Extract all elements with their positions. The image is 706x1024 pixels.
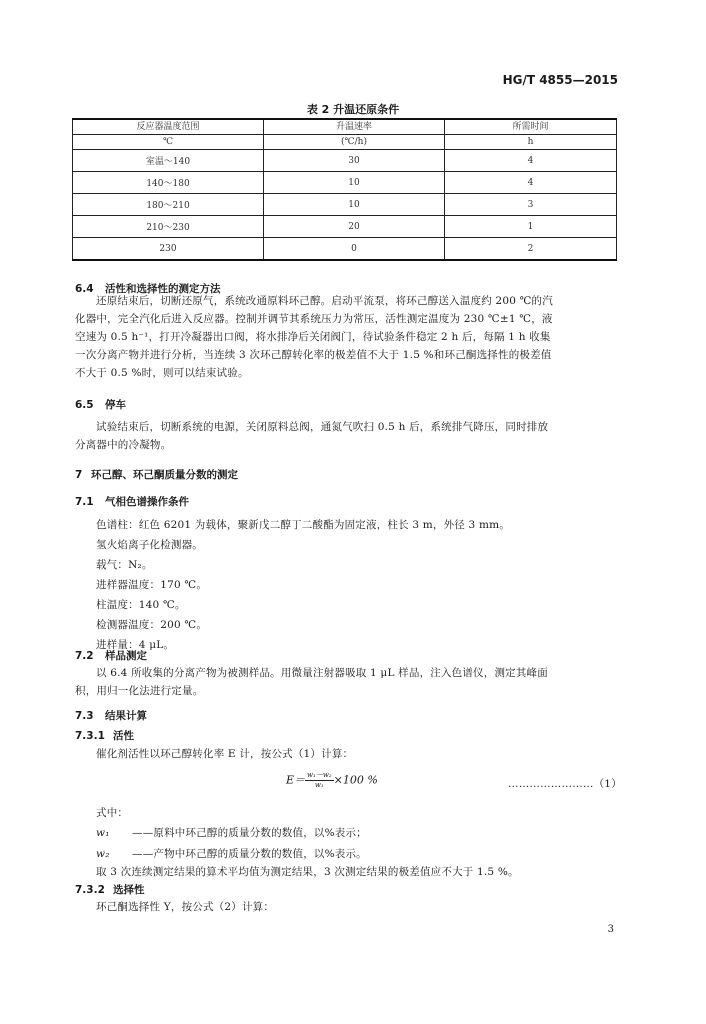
section-7-1-items: [96, 515, 636, 655]
formula-dots: ……………………: [508, 778, 594, 790]
formula-numerator: w₁－w₂: [307, 771, 332, 779]
table-cell: 1: [445, 216, 617, 238]
formula-1: [286, 771, 378, 790]
section-heading-7-3: [75, 708, 147, 723]
table-cell: 4: [445, 150, 617, 172]
paragraph-line: 一次分离产物并进行分析，当连续 3 次环己醇转化率的极差值不大于 1.5 %和环己酮选择性的极差值: [75, 349, 552, 361]
list-item: 检测器温度：200 ℃。: [96, 619, 208, 631]
section-number: 6.4: [75, 283, 94, 295]
section-title: 活性和选择性的测定方法: [105, 283, 221, 295]
list-item: 色谱柱：红色 6201 为载体，聚新戊二醇丁二酸酯为固定液，柱长 3 m，外径 3 mm。: [96, 519, 510, 531]
standard-code: HG/T 4855—2015: [502, 73, 618, 87]
table-header-unit: h: [445, 135, 617, 150]
table-header-unit: (℃/h): [264, 135, 445, 150]
section-number: 7.3.1: [75, 730, 105, 742]
formula-intro: 催化剂活性以环己醇转化率 E 计，按公式（1）计算：: [96, 748, 354, 760]
table-row: [73, 216, 617, 238]
list-item: 进样器温度：170 ℃。: [96, 579, 208, 591]
table-cell: 4: [445, 172, 617, 194]
table-header-cell: 所需时间: [445, 119, 617, 135]
section-number: 7: [75, 469, 83, 481]
section-title: 气相色谱操作条件: [105, 496, 189, 508]
paragraph-line: 积，用归一化法进行定量。: [75, 685, 204, 697]
list-item: 进样量：4 μL。: [96, 639, 175, 651]
list-item: 柱温度：140 ℃。: [96, 599, 186, 611]
section-7-2-body: [75, 664, 635, 700]
paragraph-line: 不大于 0.5 %时，则可以结束试验。: [75, 367, 249, 379]
section-title: 活性: [113, 730, 134, 742]
variable-symbol: w₂: [96, 848, 110, 860]
section-heading-6-5: [75, 397, 126, 412]
section-number: 7.2: [75, 650, 94, 662]
paragraph-line: 以 6.4 所收集的分离产物为被测样品。用微量注射器吸取 1 μL 样品，注入色谱仪，测定其峰面: [96, 667, 548, 679]
variable-symbol: w₁: [96, 827, 110, 839]
table-cell: 210～230: [73, 216, 264, 238]
table-cell: 180～210: [73, 194, 264, 216]
formula-2-intro: 环己酮选择性 Y，按公式（2）计算：: [96, 901, 275, 913]
section-title: 环己醇、环己酮质量分数的测定: [91, 469, 238, 481]
table-cell: 10: [264, 172, 445, 194]
result-note: 取 3 次连续测定结果的算术平均值为测定结果，3 次测定结果的极差值应不大于 1.5 %。: [96, 866, 519, 878]
paragraph-line: 还原结束后，切断还原气，系统改通原料环己醇。启动平流泵，将环己醇送入温度约 200 ℃的汽: [96, 295, 553, 307]
table-caption: 表 2 升温还原条件: [306, 103, 400, 116]
section-number: 7.3: [75, 710, 94, 722]
variable-desc: ——原料中环己醇的质量分数的数值，以%表示；: [132, 827, 367, 839]
section-heading-7: [75, 467, 238, 482]
section-number: 6.5: [75, 399, 94, 411]
section-heading-7-3-1: [75, 728, 134, 743]
table-cell: 3: [445, 194, 617, 216]
table-row: [73, 172, 617, 194]
table-row: [73, 194, 617, 216]
table-header-cell: 升温速率: [264, 119, 445, 135]
table-cell: 0: [264, 238, 445, 261]
section-6-5-body: [75, 418, 635, 454]
formula-fraction: [305, 771, 334, 790]
paragraph-line: 空速为 0.5 h⁻¹，打开冷凝器出口阀，将水排净后关闭阀门，待试验条件稳定 2 h 后，每隔 1 h 收集: [75, 331, 551, 343]
formula-tail: ×100 %: [333, 773, 378, 787]
formula-denominator: w₁: [314, 781, 324, 789]
table-cell: 140～180: [73, 172, 264, 194]
formula-lhs: E＝: [286, 773, 306, 787]
table-cell: 20: [264, 216, 445, 238]
section-number: 7.3.2: [75, 884, 105, 896]
table-cell: 230: [73, 238, 264, 261]
paragraph-line: 化器中，完全汽化后进入反应器。控制并调节其系统压力为常压，活性测定温度为 230 ℃±1 ℃，液: [75, 313, 553, 325]
variable-list: [96, 824, 636, 863]
section-title: 结果计算: [105, 710, 147, 722]
where-label: 式中：: [96, 807, 129, 819]
conditions-table: [72, 118, 617, 261]
section-heading-7-2: [75, 648, 147, 663]
variable-desc: ——产物中环己醇的质量分数的数值，以%表示。: [132, 848, 367, 860]
section-heading-7-3-2: [75, 882, 145, 897]
paragraph-line: 试验结束后，切断系统的电源，关闭原料总阀，通氮气吹扫 0.5 h 后，系统排气降压，同时排放: [96, 421, 549, 433]
table-row: [73, 150, 617, 172]
section-title: 样品测定: [105, 650, 147, 662]
table-cell: 室温～140: [73, 150, 264, 172]
table-cell: 30: [264, 150, 445, 172]
list-item: 载气：N₂。: [96, 559, 153, 571]
list-item: 氢火焰离子化检测器。: [96, 539, 203, 551]
paragraph-line: 分离器中的冷凝物。: [75, 439, 172, 451]
table-header-cell: 反应器温度范围: [73, 119, 264, 135]
page-number: 3: [607, 924, 614, 935]
table-row: [73, 238, 617, 261]
section-number: 7.1: [75, 496, 94, 508]
formula-label: （1）: [593, 778, 622, 790]
section-title: 选择性: [113, 884, 145, 896]
section-title: 停车: [105, 399, 126, 411]
table-cell: 10: [264, 194, 445, 216]
table-cell: 2: [445, 238, 617, 261]
table-header-unit: ℃: [73, 135, 264, 150]
section-heading-7-1: [75, 494, 189, 509]
formula-number: [508, 775, 622, 793]
variable-item: [96, 824, 636, 842]
section-6-4-body: [75, 292, 635, 382]
variable-item: [96, 845, 636, 863]
